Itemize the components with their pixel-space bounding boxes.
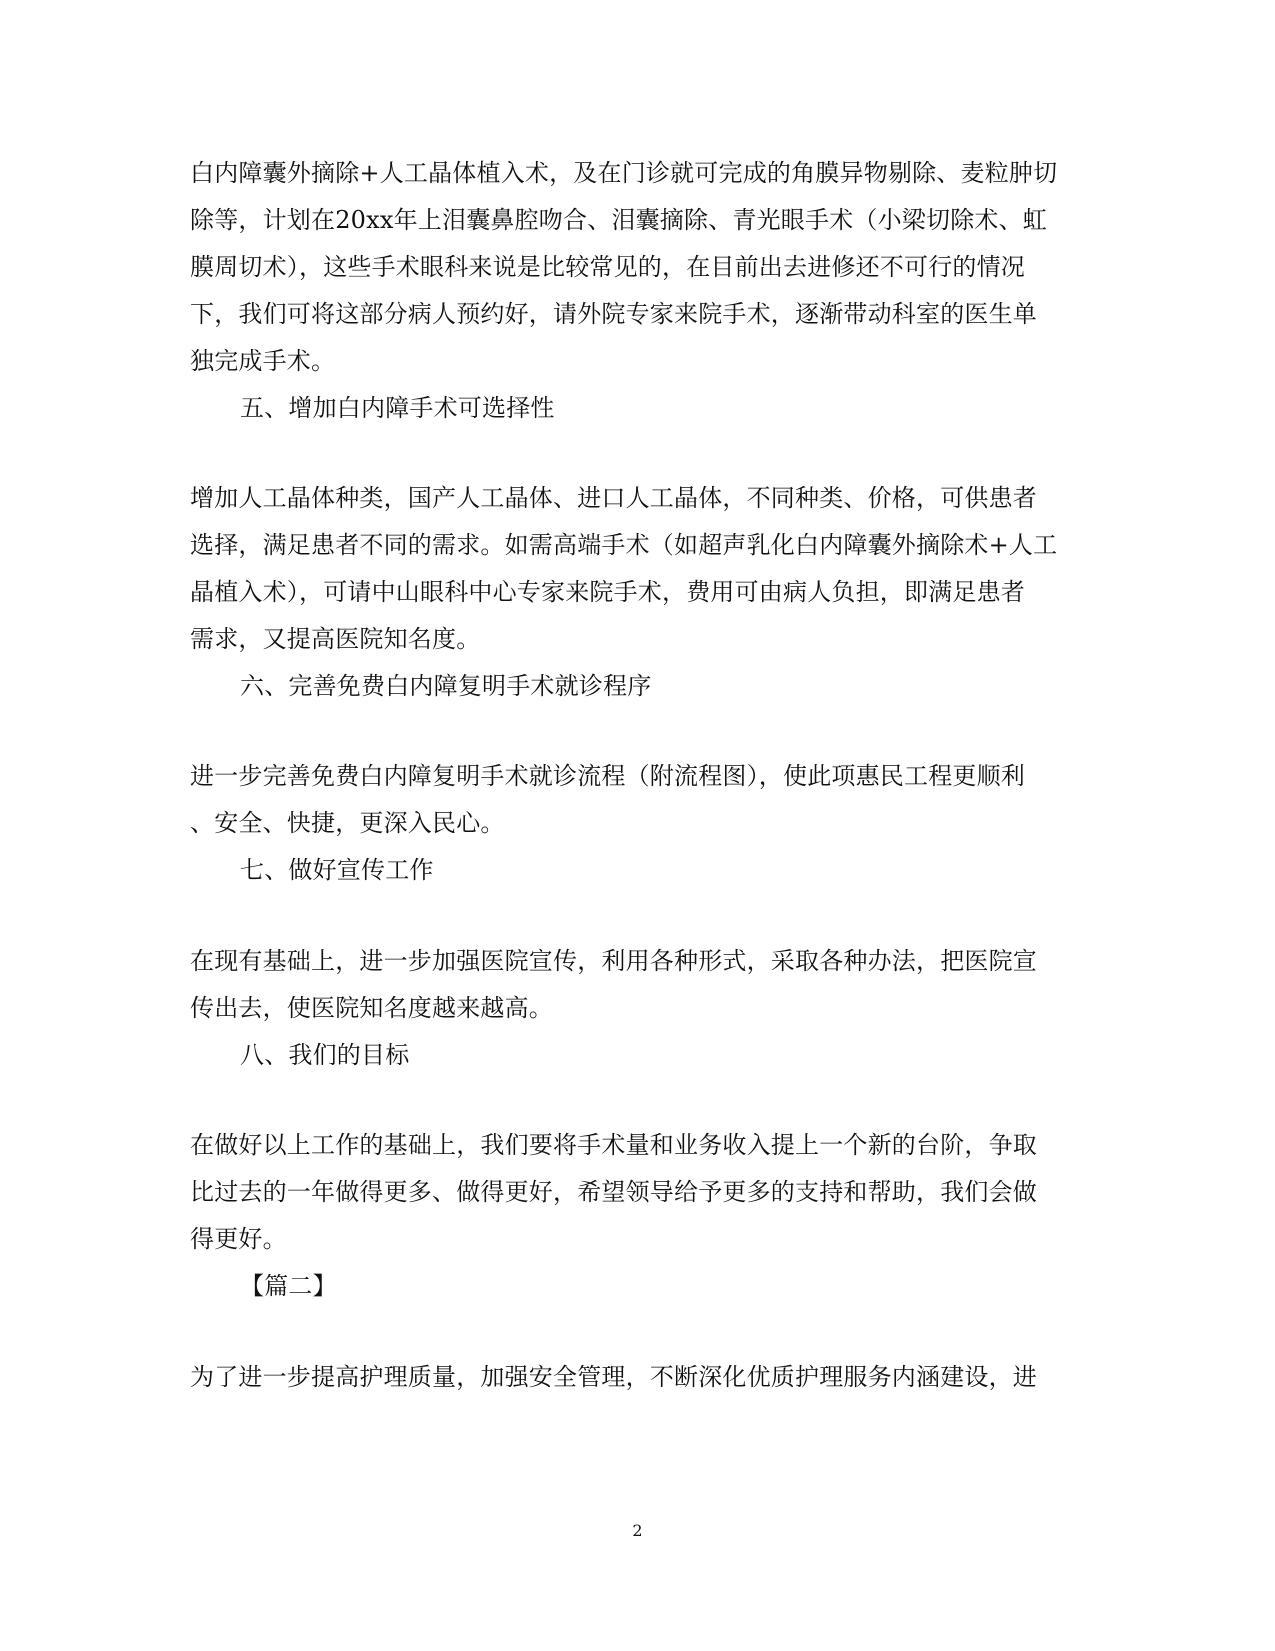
body-text-line: 下，我们可将这部分病人预约好，请外院专家来院手术，逐渐带动科室的医生单 bbox=[190, 300, 1037, 328]
body-text-line: 在现有基础上，进一步加强医院宣传，利用各种形式，采取各种办法，把医院宣 bbox=[190, 947, 1037, 975]
section-heading: 六、完善免费白内障复明手术就诊程序 bbox=[240, 672, 652, 700]
section-heading: 七、做好宣传工作 bbox=[240, 856, 434, 884]
body-text-line: 增加人工晶体种类，国产人工晶体、进口人工晶体，不同种类、价格，可供患者 bbox=[190, 484, 1037, 512]
body-text-line: 选择，满足患者不同的需求。如需高端手术（如超声乳化白内障囊外摘除术+人工 bbox=[190, 531, 1058, 559]
body-text-line: 除等，计划在20xx年上泪囊鼻腔吻合、泪囊摘除、青光眼手术（小梁切除术、虹 bbox=[190, 206, 1048, 234]
section-heading: 八、我们的目标 bbox=[240, 1041, 410, 1069]
body-text-line: 独完成手术。 bbox=[190, 347, 336, 375]
body-text-line: 白内障囊外摘除+人工晶体植入术，及在门诊就可完成的角膜异物剔除、麦粒肿切 bbox=[190, 159, 1058, 187]
body-text-line: 为了进一步提高护理质量，加强安全管理，不断深化优质护理服务内涵建设，进 bbox=[190, 1363, 1037, 1391]
body-text-line: 进一步完善免费白内障复明手术就诊流程（附流程图），使此项惠民工程更顺利 bbox=[190, 762, 1025, 790]
body-text-line: 、安全、快捷，更深入民心。 bbox=[190, 809, 505, 837]
body-text-line: 传出去，使医院知名度越来越高。 bbox=[190, 994, 553, 1022]
body-text-line: 需求，又提高医院知名度。 bbox=[190, 625, 481, 653]
body-text-line: 在做好以上工作的基础上，我们要将手术量和业务收入提上一个新的台阶，争取 bbox=[190, 1131, 1037, 1159]
part-heading: 【篇二】 bbox=[240, 1272, 337, 1300]
page-number: 2 bbox=[632, 1521, 643, 1540]
body-text-line: 晶植入术），可请中山眼科中心专家来院手术，费用可由病人负担，即满足患者 bbox=[190, 578, 1025, 606]
section-heading: 五、增加白内障手术可选择性 bbox=[240, 394, 555, 422]
body-text-line: 得更好。 bbox=[190, 1225, 287, 1253]
body-text-line: 比过去的一年做得更多、做得更好，希望领导给予更多的支持和帮助，我们会做 bbox=[190, 1178, 1037, 1206]
body-text-line: 膜周切术），这些手术眼科来说是比较常见的，在目前出去进修还不可行的情况 bbox=[190, 253, 1025, 281]
